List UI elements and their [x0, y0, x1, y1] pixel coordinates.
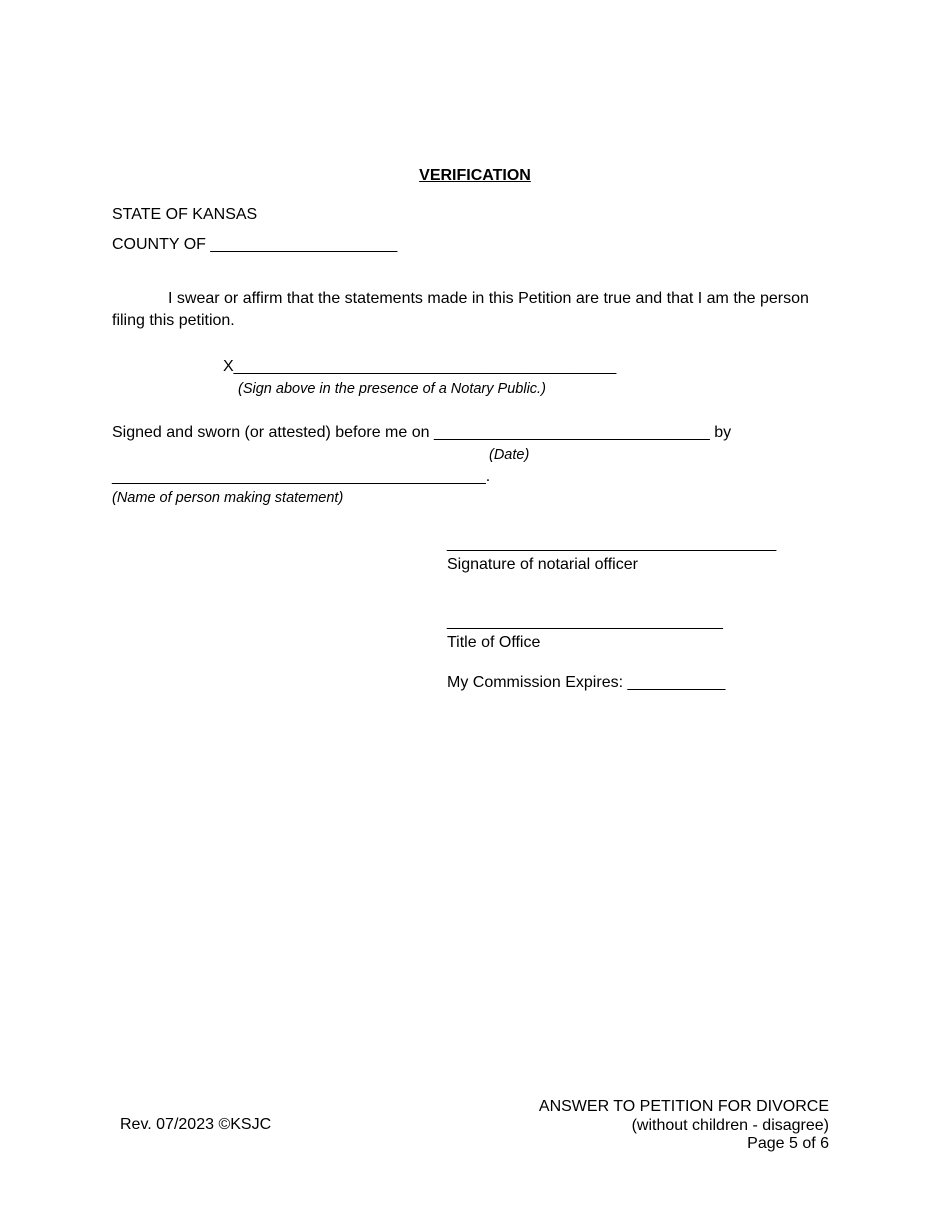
footer-page-number: Page 5 of 6	[747, 1135, 829, 1152]
name-line: __________________________________________.	[112, 468, 491, 485]
page-title: VERIFICATION	[419, 167, 531, 184]
notary-signature-label: Signature of notarial officer	[447, 556, 638, 573]
commission-expires-line: My Commission Expires: ___________	[447, 674, 726, 691]
state-line: STATE OF KANSAS	[112, 206, 258, 223]
signature-line: X___________________________________________	[223, 358, 617, 375]
signature-note: (Sign above in the presence of a Notary Public.)	[238, 381, 546, 397]
footer-form-title: ANSWER TO PETITION FOR DIVORCE	[538, 1098, 829, 1115]
footer-form-info	[539, 1098, 829, 1154]
date-note: (Date)	[489, 447, 530, 463]
notary-signature-line: _____________________________________	[447, 535, 777, 552]
name-note: (Name of person making statement)	[112, 490, 344, 506]
sworn-line: Signed and sworn (or attested) before me on _______________________________ by	[112, 424, 732, 441]
footer-revision: Rev. 07/2023 ©KSJC	[120, 1116, 272, 1133]
oath-paragraph: I swear or affirm that the statements made in this Petition are true and that I am the person filing this petition.	[112, 290, 809, 329]
title-of-office-line: _______________________________	[447, 613, 723, 630]
title-of-office-label: Title of Office	[447, 634, 541, 651]
footer-form-subtitle: (without children - disagree)	[631, 1116, 829, 1134]
county-line: COUNTY OF _____________________	[112, 236, 398, 253]
